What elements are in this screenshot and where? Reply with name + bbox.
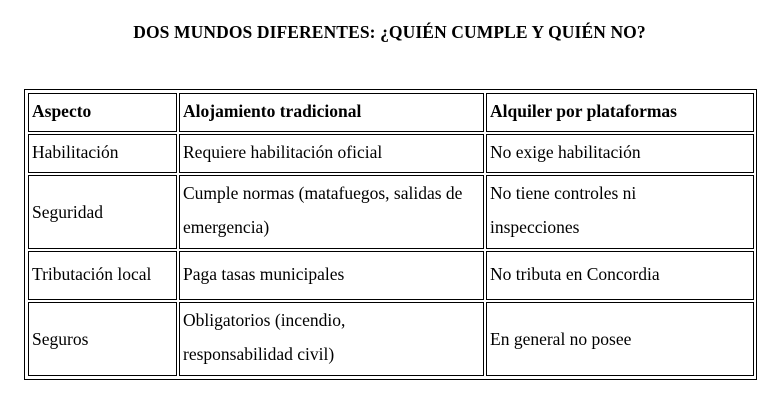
table-cell: Tributación local xyxy=(28,251,177,300)
table-cell xyxy=(28,302,177,376)
table-cell xyxy=(486,302,754,376)
table-header-cell: Aspecto xyxy=(28,93,177,132)
table-header-cell: Alojamiento tradicional xyxy=(179,93,484,132)
table-cell: No exige habilitación xyxy=(486,134,754,173)
table-cell xyxy=(28,175,177,249)
table-cell: Paga tasas municipales xyxy=(179,251,484,300)
page-title: DOS MUNDOS DIFERENTES: ¿QUIÉN CUMPLE Y QUIÉN NO? xyxy=(133,22,646,42)
table-cell: Cumple normas (matafuegos, salidas de emergencia) xyxy=(179,175,484,249)
table-cell: No tributa en Concordia xyxy=(486,251,754,300)
table-header-cell: Alquiler por plataformas xyxy=(486,93,754,132)
table-cell-text: En general no posee xyxy=(490,329,632,349)
table-cell: No tiene controles ni inspecciones xyxy=(486,175,754,249)
table-cell: Obligatorios (incendio, responsabilidad civil) xyxy=(179,302,484,376)
table-cell-text: Seguridad xyxy=(32,202,103,222)
table-cell-text: Seguros xyxy=(32,329,89,349)
table-cell: Requiere habilitación oficial xyxy=(179,134,484,173)
table-cell: Habilitación xyxy=(28,134,177,173)
